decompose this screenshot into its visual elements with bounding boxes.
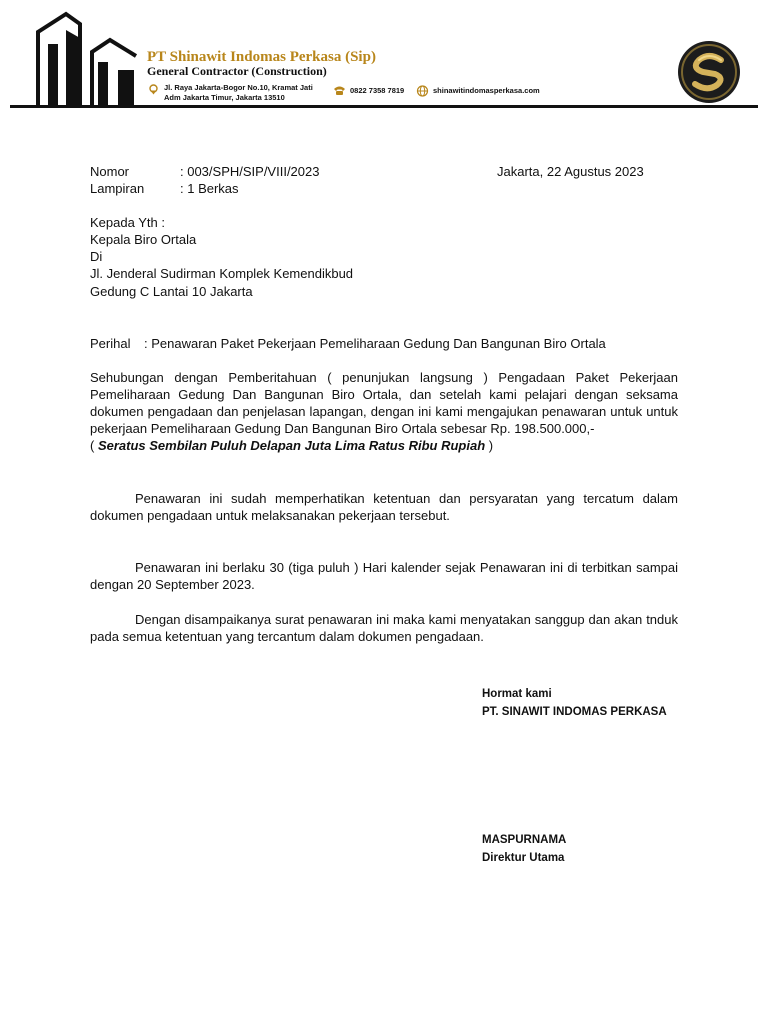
body-paragraph-4: Dengan disampaikanya surat penawaran ini maka kami menyatakan sanggup dan akan tnduk pada semua ketentuan yang tercantum dalam dokumen pengadaan. — [90, 612, 678, 644]
recipient-line-2: Kepala Biro Ortala — [90, 232, 197, 247]
signatory-name: MASPURNAMA — [482, 834, 567, 846]
building-logo-icon — [0, 0, 150, 112]
company-tagline: General Contractor (Construction) — [147, 64, 327, 78]
lampiran-label: Lampiran — [90, 181, 145, 196]
phone-icon — [333, 85, 346, 96]
location-icon — [148, 84, 159, 95]
body-paragraph-1 — [90, 369, 678, 454]
recipient-line-1: Kepada Yth : — [90, 215, 165, 230]
company-name: PT Shinawit Indomas Perkasa (Sip) — [147, 49, 376, 65]
body-paragraph-1-text: Sehubungan dengan Pemberitahuan ( penunjukan langsung ) Pengadaan Paket Pekerjaan Pemeliharaan Gedung Dan Bangunan Biro Ortala, dan setelah kami pelajari dengan seksama dokumen pengadaan dan penjelasan lapangan, dengan ini kami mengajukan penawaran untuk untuk pekerjaan Pemeliharaan Gedung Dan Bangunan Biro Ortala sebesar Rp. 198.500.000,- — [90, 370, 678, 436]
letterhead-divider — [10, 105, 758, 108]
subject-value: : Penawaran Paket Pekerjaan Pemeliharaan Gedung Dan Bangunan Biro Ortala — [144, 336, 606, 351]
address-line-2: Adm Jakarta Timur, Jakarta 13510 — [164, 93, 285, 102]
subject-label: Perihal — [90, 336, 131, 351]
letterhead — [0, 0, 768, 118]
signatory-title: Direktur Utama — [482, 852, 565, 864]
body-paragraph-2: Penawaran ini sudah memperhatikan ketentuan dan persyaratan yang tercatum dalam dokumen pengadaan untuk melaksanakan pekerjaan tersebut. — [90, 491, 678, 523]
amount-open-paren: ( — [90, 438, 98, 453]
amount-in-words: Seratus Sembilan Puluh Delapan Juta Lima Ratus Ribu Rupiah — [97, 438, 486, 453]
nomor-value: : 003/SPH/SIP/VIII/2023 — [180, 164, 320, 179]
website-url: shinawitindomasperkasa.com — [433, 86, 540, 95]
recipient-line-5: Gedung C Lantai 10 Jakarta — [90, 284, 253, 299]
address-line-1: Jl. Raya Jakarta-Bogor No.10, Kramat Jati — [164, 83, 313, 92]
phone-number: 0822 7358 7819 — [350, 86, 405, 95]
globe-icon — [416, 85, 429, 97]
company-emblem-icon — [677, 40, 741, 104]
nomor-label: Nomor — [90, 164, 130, 179]
recipient-line-3: Di — [90, 249, 103, 264]
signature-closing: Hormat kami — [482, 688, 552, 700]
body-paragraph-3: Penawaran ini berlaku 30 (tiga puluh ) Hari kalender sejak Penawaran ini di terbitkan sampai dengan 20 September 2023. — [90, 560, 678, 592]
lampiran-value: : 1 Berkas — [180, 181, 239, 196]
place-date: Jakarta, 22 Agustus 2023 — [497, 164, 644, 179]
amount-close-paren: ) — [485, 438, 494, 453]
recipient-line-4: Jl. Jenderal Sudirman Komplek Kemendikbud — [90, 266, 354, 281]
signature-company: PT. SINAWIT INDOMAS PERKASA — [482, 706, 667, 718]
